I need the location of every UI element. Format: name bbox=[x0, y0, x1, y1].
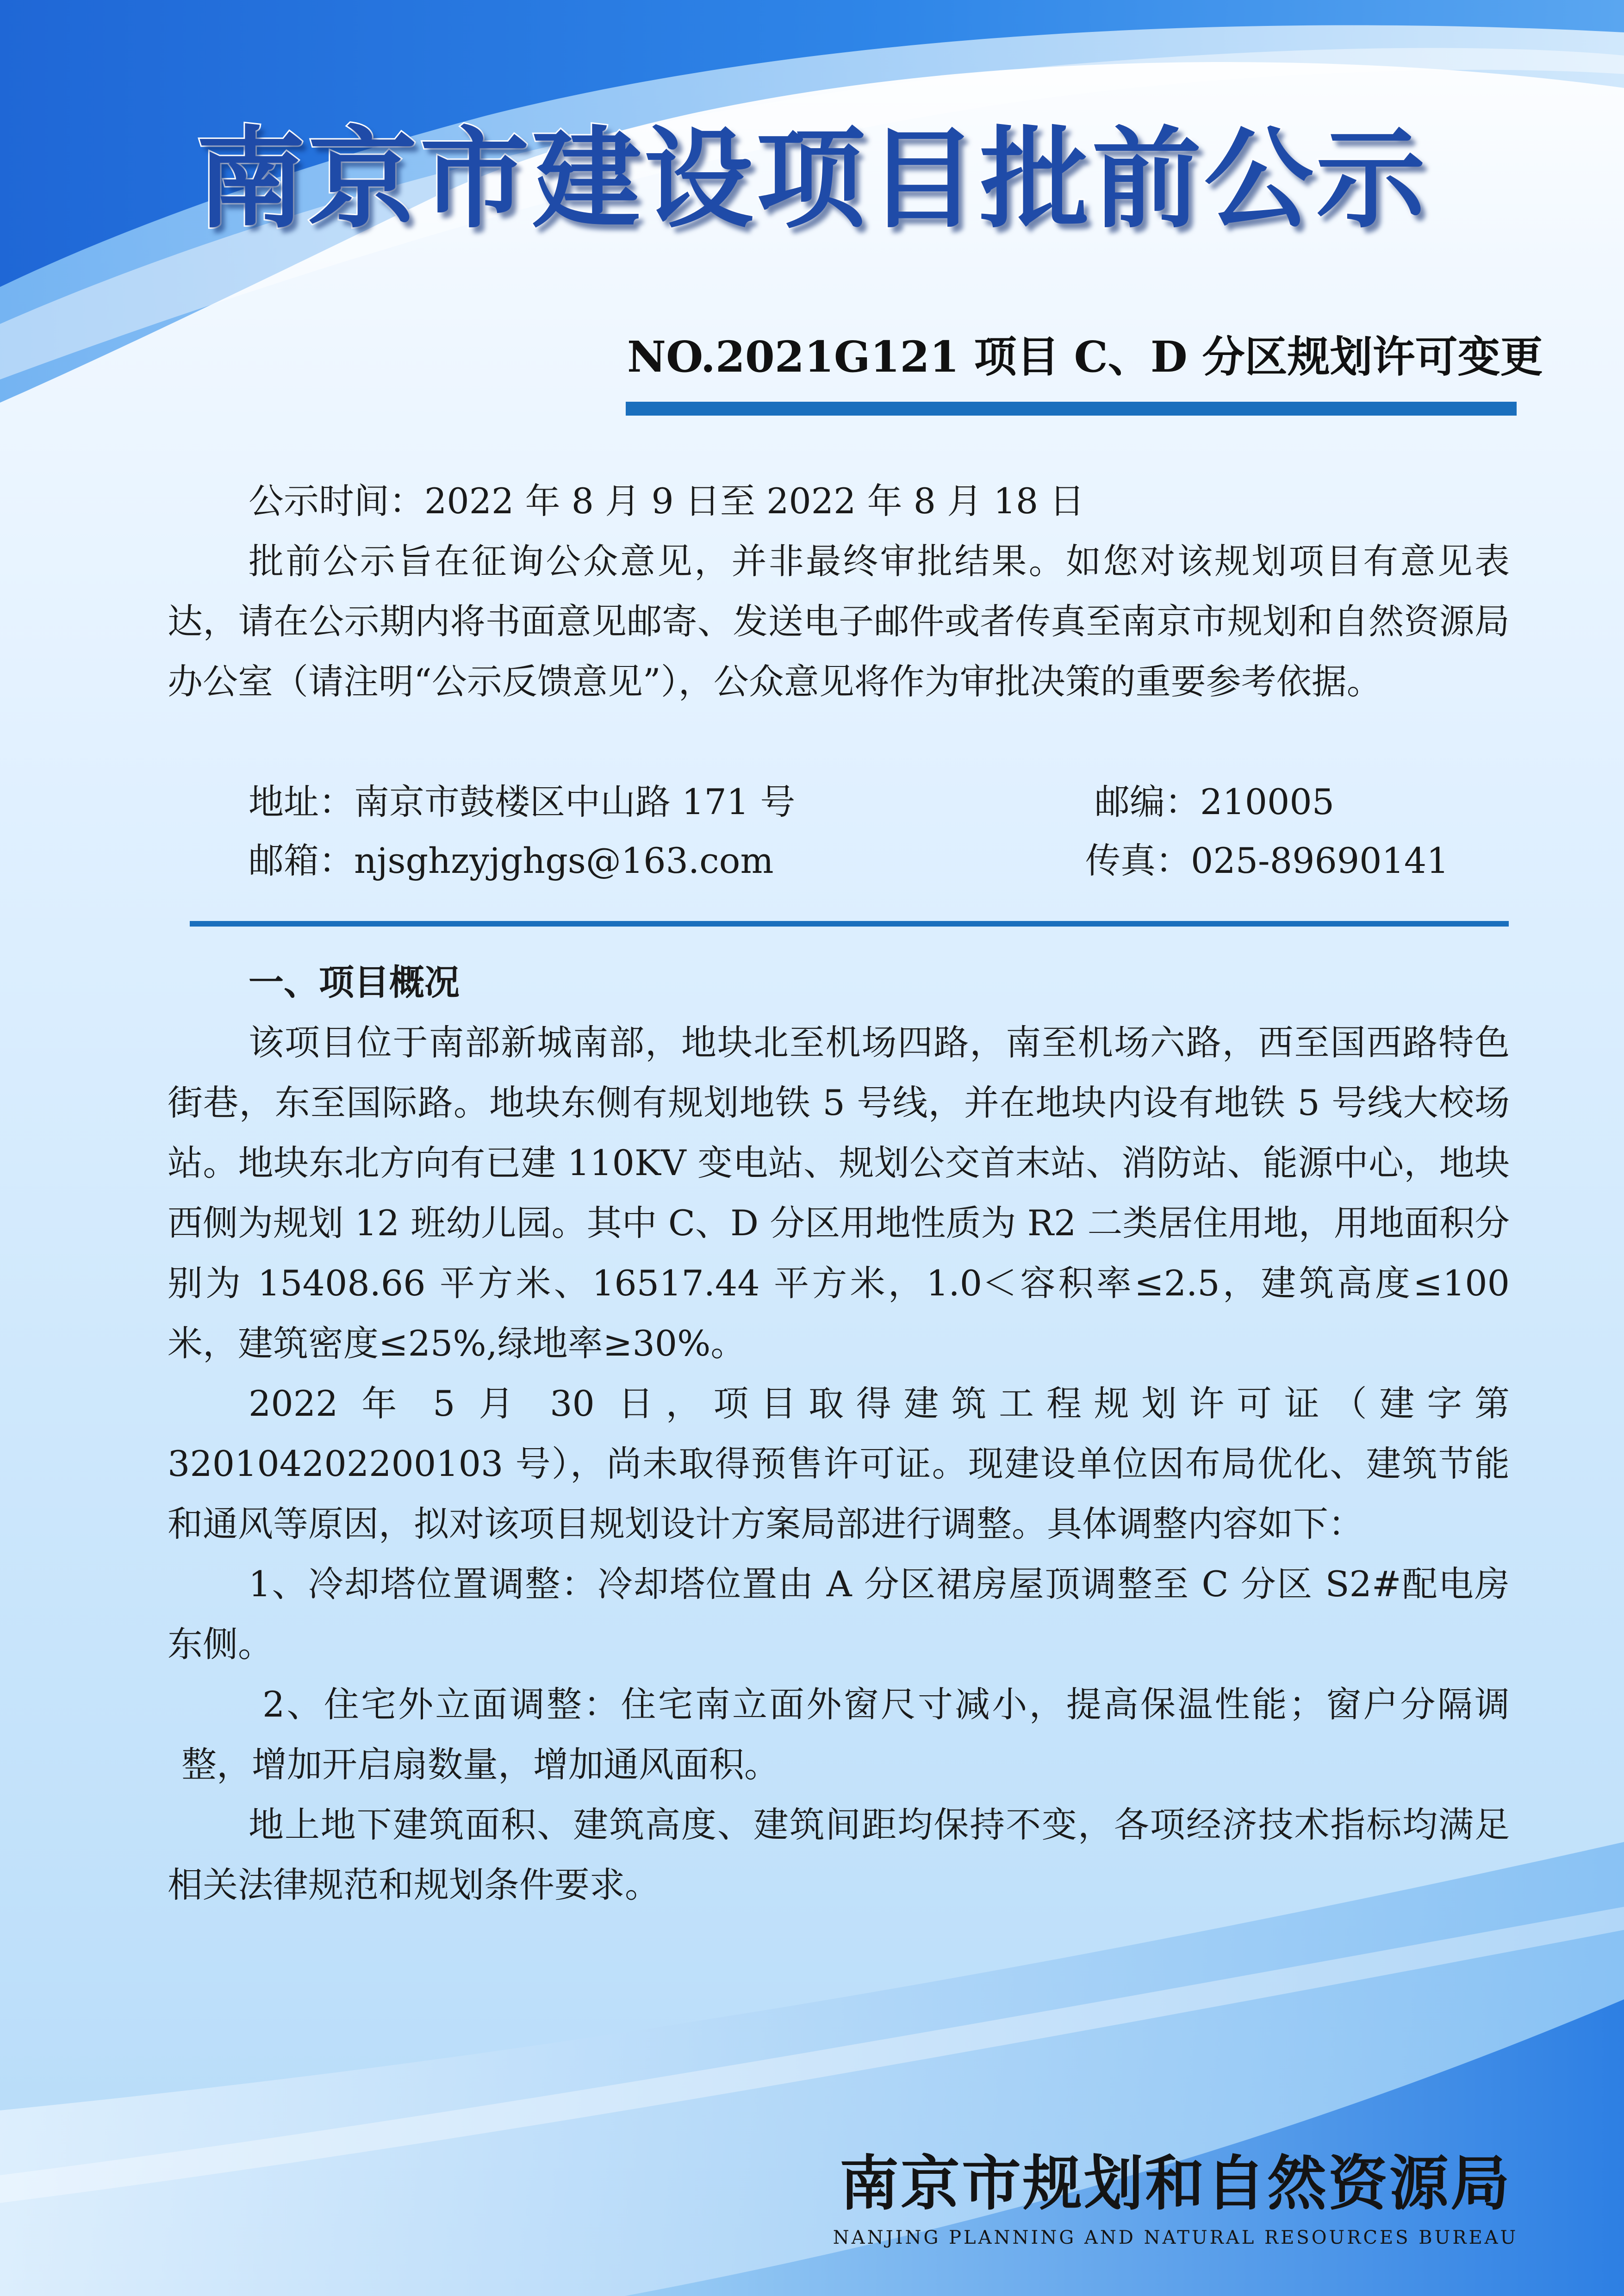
section-divider bbox=[190, 921, 1509, 927]
agency-name-en: NANJING PLANNING AND NATURAL RESOURCES BUREAU bbox=[833, 2227, 1518, 2248]
closing-paragraph: 地上地下建筑面积、建筑高度、建筑间距均保持不变，各项经济技术指标均满足相关法律规范和规划条件要求。 bbox=[168, 1804, 1510, 1905]
notice-period: 公示时间：2022 年 8 月 9 日至 2022 年 8 月 18 日 bbox=[249, 480, 1085, 522]
page-title: 南京市建设项目批前公示 bbox=[196, 116, 1428, 243]
project-overview-paragraph: 该项目位于南部新城南部，地块北至机场四路，南至机场六路，西至国西路特色街巷，东至国际路。地块东侧有规划地铁 5 号线，并在地块内设有地铁 5 号线大校场站。地块东北方向有已建 110KV 变电站、规划公交首末站、消防站、能源中心，地块西侧为规划 12 班幼儿园。其中 C、D 分区用地性质为 R2 二类居住用地，用地面积分别为 15408.66 平方米、16517.44 平方米，1.0＜容积率≤2.5，建筑高度≤100 米，建筑密度≤25%,绿地率≥30%。 bbox=[168, 1022, 1510, 1364]
contact-postcode: 邮编：210005 bbox=[1095, 781, 1335, 822]
notice-intro: 批前公示旨在征询公众意见，并非最终审批结果。如您对该规划项目有意见表达，请在公示期内将书面意见邮寄、发送电子邮件或者传真至南京市规划和自然资源局办公室（请注明“公示反馈意见”），公众意见将作为审批决策的重要参考依据。 bbox=[168, 541, 1510, 702]
adjustment-item-1: 1、冷却塔位置调整：冷却塔位置由 A 分区裙房屋顶调整至 C 分区 S2#配电房东侧。 bbox=[168, 1563, 1510, 1665]
contact-fax: 传真：025-89690141 bbox=[1085, 840, 1449, 881]
contact-address: 地址：南京市鼓楼区中山路 171 号 bbox=[249, 781, 796, 822]
notice-subtitle: NO.2021G121 项目 C、D 分区规划许可变更 bbox=[627, 332, 1543, 382]
section-heading: 一、项目概况 bbox=[249, 962, 460, 1003]
agency-name-cn: 南京市规划和自然资源局 bbox=[839, 2149, 1512, 2218]
subtitle-underline bbox=[626, 402, 1517, 416]
adjustment-item-2: 2、住宅外立面调整：住宅南立面外窗尺寸减小，提高保温性能；窗户分隔调整，增加开启扇数量，增加通风面积。 bbox=[181, 1684, 1510, 1785]
contact-email: 邮箱：njsghzyjghgs@163.com bbox=[249, 840, 774, 881]
adjustment-intro-paragraph: 2022 年 5 月 30 日，项目取得建筑工程规划许可证（建字第 320104202200103 号），尚未取得预售许可证。现建设单位因布局优化、建筑节能和通风等原因，拟对该项目规划设计方案局部进行调整。具体调整内容如下： bbox=[168, 1383, 1510, 1544]
